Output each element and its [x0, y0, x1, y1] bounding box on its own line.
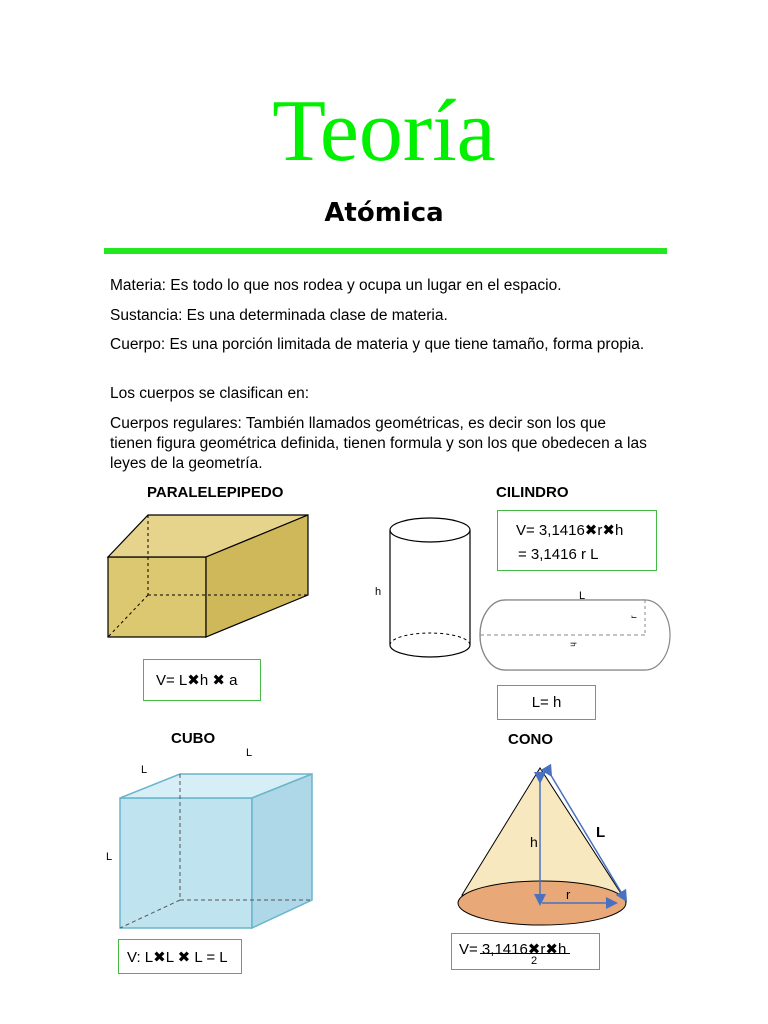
cono-formula-numerator: V= 3,1416✖r✖h: [459, 941, 567, 958]
cilindro-label-L: L: [579, 590, 586, 602]
paragraph-clasifican: Los cuerpos se clasifican en:: [110, 385, 310, 402]
cono-formula-divisor: 2: [531, 955, 538, 967]
cilindro-label-h: h: [375, 586, 382, 598]
cylinder-figures: [370, 510, 680, 685]
cilindro-label-h2: h: [568, 642, 578, 647]
page-title: Teoría: [272, 83, 496, 180]
green-divider: [104, 248, 667, 254]
prism-figure: [100, 505, 315, 645]
cubo-label-L-top: L: [246, 747, 253, 759]
cono-label-r: r: [566, 887, 571, 902]
cubo-label-L-left-top: L: [141, 764, 148, 776]
fraction-bar: [480, 953, 570, 954]
cilindro-note: L= h: [497, 685, 596, 720]
paralelepipedo-heading: PARALELEPIPEDO: [147, 484, 284, 501]
cube-figure: [112, 770, 317, 935]
cubo-heading: CUBO: [171, 730, 216, 747]
paragraph-cuerpos-regulares: Cuerpos regulares: También llamados geométricas, es decir son los que tienen figura geométrica definida, tienen formula y son los que obedecen a las leyes de la geometría.: [110, 415, 647, 472]
cubo-formula: V: L✖L ✖ L = L: [118, 939, 242, 974]
paralelepipedo-formula: V= L✖h ✖ a: [143, 659, 261, 701]
cilindro-formula-line1: V= 3,1416✖r✖h: [516, 522, 624, 539]
cono-label-L: L: [596, 824, 606, 841]
paragraph-sustancia: Sustancia: Es una determinada clase de materia.: [110, 307, 448, 324]
cono-formula: [451, 933, 600, 970]
cono-label-h: h: [530, 834, 538, 850]
cono-heading: CONO: [508, 731, 553, 748]
cone-figure: [452, 760, 642, 935]
paragraph-cuerpo: Cuerpo: Es una porción limitada de materia y que tiene tamaño, forma propia.: [110, 336, 645, 353]
paragraph-materia: Materia: Es todo lo que nos rodea y ocupa un lugar en el espacio.: [110, 277, 562, 294]
cubo-label-L-side: L: [106, 851, 113, 863]
cilindro-label-r: r: [628, 615, 639, 619]
cilindro-heading: CILINDRO: [496, 484, 569, 501]
page-subtitle: Atómica: [324, 198, 444, 228]
cilindro-formula-line2: = 3,1416 r L: [518, 546, 599, 563]
